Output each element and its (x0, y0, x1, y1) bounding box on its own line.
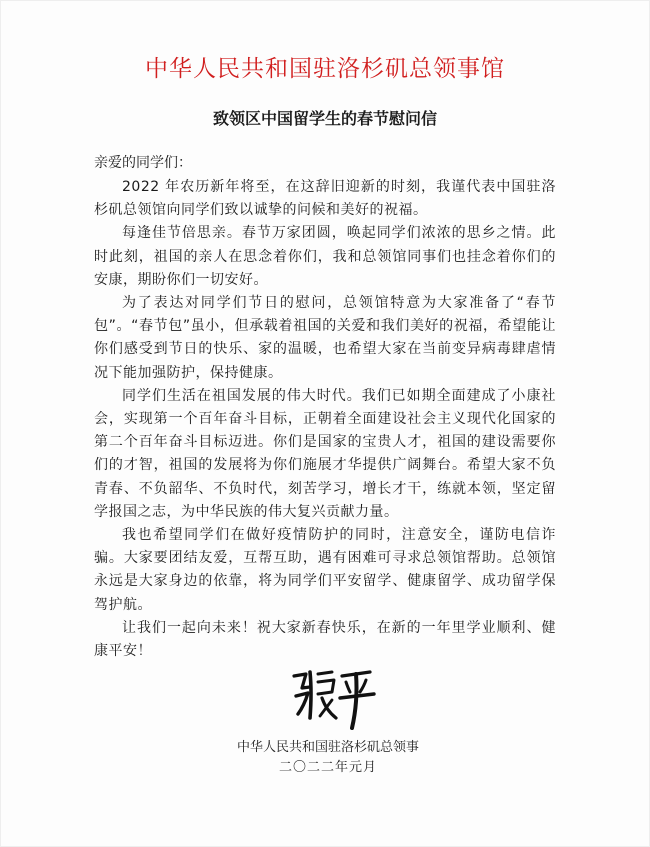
paragraph: 让我们一起向未来！祝大家新春快乐，在新的一年里学业顺利、健康平安！ (94, 619, 556, 660)
letter-body (94, 176, 556, 663)
document-title: 致领区中国留学生的春节慰问信 (212, 109, 437, 128)
paragraph: 2022 年农历新年将至，在这辞旧迎新的时刻，我谨代表中国驻洛杉矶总领馆向同学们致以诚挚的问候和美好的祝福。 (94, 179, 556, 219)
handwritten-signature (288, 662, 378, 732)
signatory-title: 中华人民共和国驻洛杉矶总领事 (236, 740, 419, 755)
signature-icon (288, 662, 378, 732)
paragraph: 每逢佳节倍思亲。春节万家团圆，唤起同学们浓浓的思乡之情。此时此刻，祖国的亲人在思念着你们，我和总领馆同事们也挂念着你们的安康，期盼你们一切安好。 (94, 225, 556, 288)
paragraph: 为了表达对同学们节日的慰问，总领馆特意为大家准备了“春节包”。“春节包”虽小，但承载着祖国的关爱和我们美好的祝福，希望能让你们感受到节日的快乐、家的温暖，也希望大家在当前变异病毒肆虐情况下能加强防护，保持健康。 (94, 295, 556, 381)
letter-date: 二〇二二年元月 (278, 760, 377, 775)
paragraph: 同学们生活在祖国发展的伟大时代。我们已如期全面建成了小康社会，实现第一个百年奋斗目标，正朝着全面建设社会主义现代化国家的第二个百年奋斗目标迈进。你们是国家的宝贵人才，祖国的建设需要你们的才智，祖国的发展将为你们施展才华提供广阔舞台。希望大家不负青春、不负韶华、不负时代，刻苦学习，增长才干，练就本领，坚定留学报国之志，为中华民族的伟大复兴贡献力量。 (94, 387, 556, 520)
salutation: 亲爱的同学们： (94, 155, 192, 171)
letterhead: 中华人民共和国驻洛杉矶总领事馆 (145, 56, 505, 82)
paragraph: 我也希望同学们在做好疫情防护的同时，注意安全，谨防电信诈骗。大家要团结友爱，互帮互助，遇有困难可寻求总领馆帮助。总领馆永远是大家身边的依靠，将为同学们平安留学、健康留学、成功留学保驾护航。 (94, 527, 556, 613)
